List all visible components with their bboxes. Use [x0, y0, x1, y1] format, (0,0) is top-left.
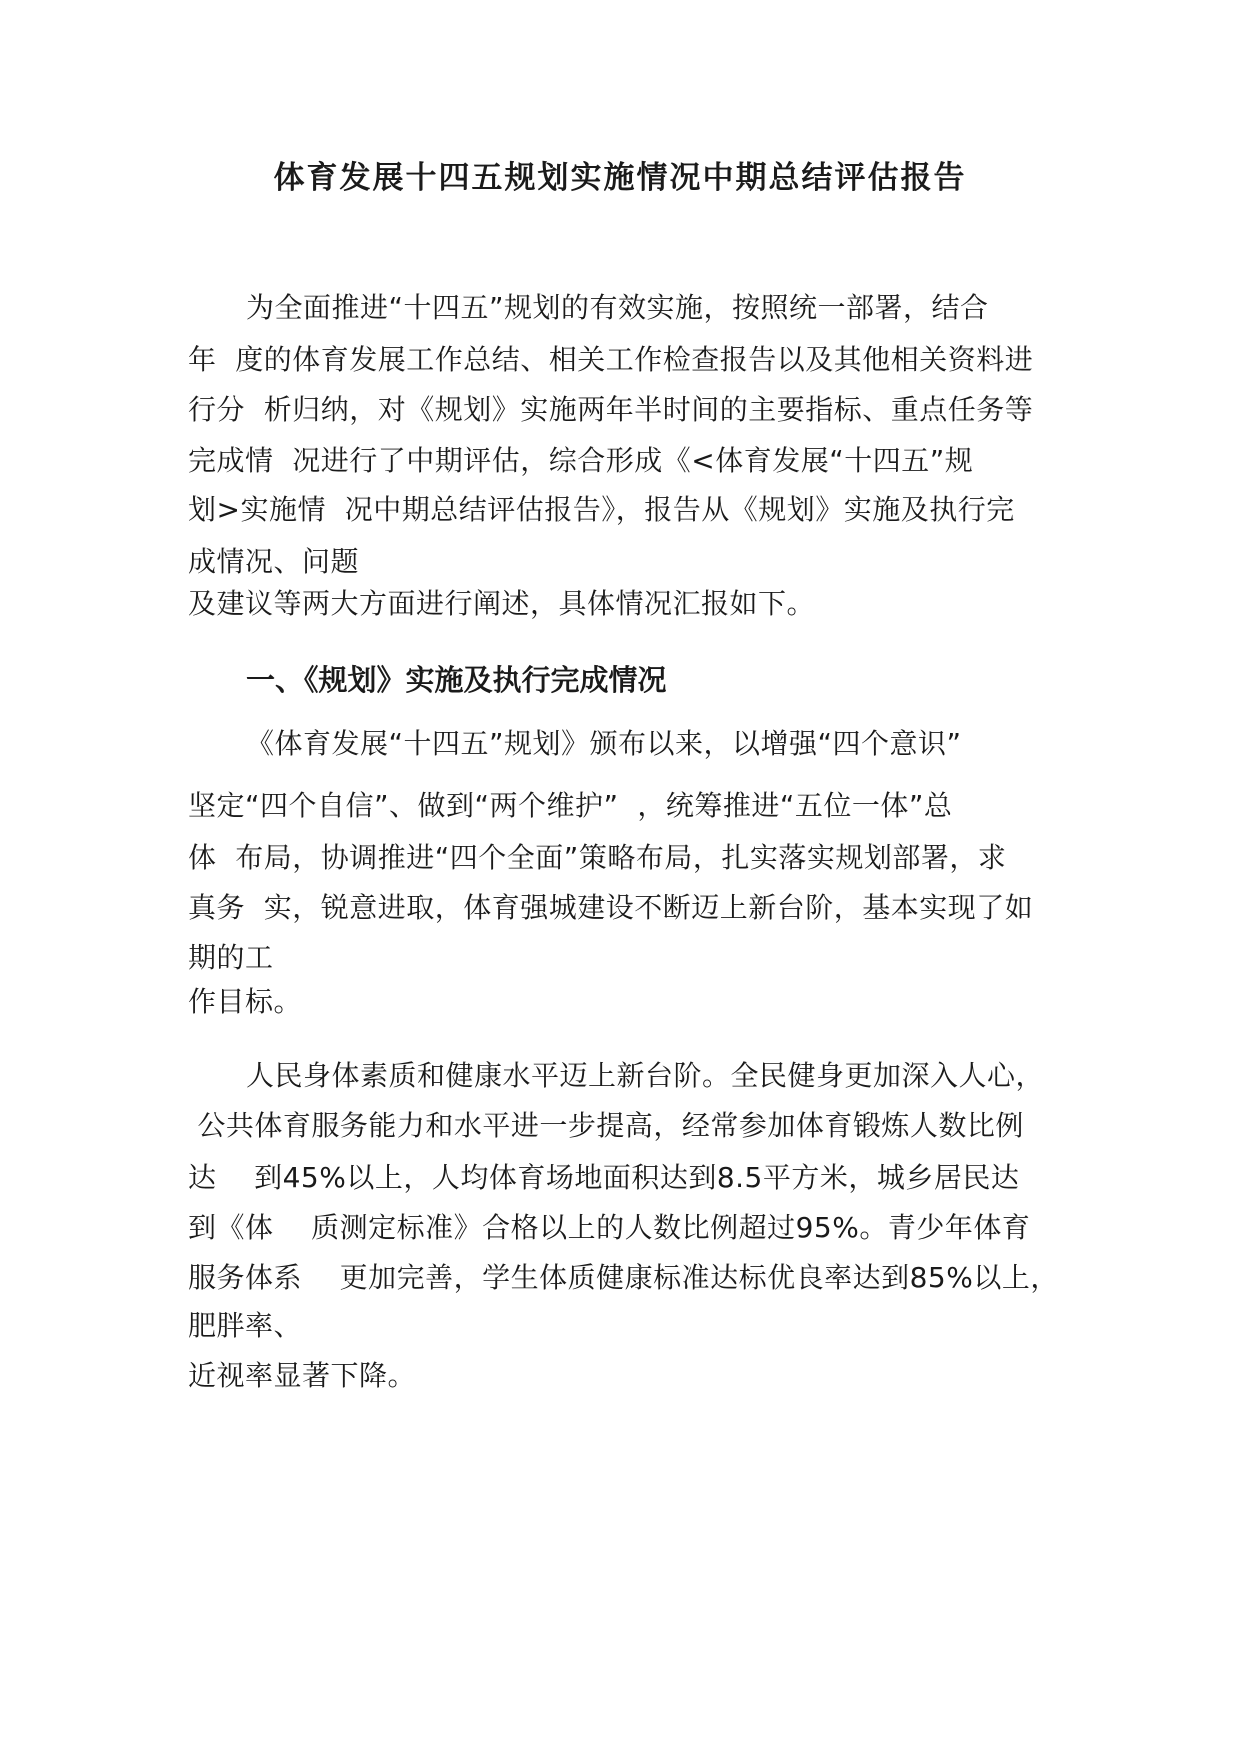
para1-line-6: 成情况、问题 — [188, 545, 360, 578]
para3-line-3: 达 到45%以上，人均体育场地面积达到8.5平方米，城乡居民达 — [188, 1161, 1020, 1194]
para3-line-4: 到《体 质测定标准》合格以上的人数比例超过95%。青少年体育 — [188, 1211, 1031, 1244]
document-title: 体育发展十四五规划实施情况中期总结评估报告 — [273, 160, 967, 196]
para2-line-6: 作目标。 — [188, 985, 303, 1018]
para3-line-2: 公共体育服务能力和水平进一步提高，经常参加体育锻炼人数比例 — [188, 1109, 1024, 1142]
para2-line-5: 期的工 — [188, 941, 274, 974]
para1-line-7: 及建议等两大方面进行阐述，具体情况汇报如下。 — [188, 587, 816, 620]
para2-line-4: 真务 实，锐意进取，体育强城建设不断迈上新台阶，基本实现了如 — [188, 891, 1034, 924]
para3-line-6: 肥胖率、 — [188, 1309, 303, 1342]
para3-line-1: 人民身体素质和健康水平迈上新台阶。全民健身更加深入人心， — [246, 1059, 1045, 1092]
para3-line-7: 近视率显著下降。 — [188, 1359, 417, 1392]
para1-line-4: 完成情 况进行了中期评估，综合形成《<体育发展“十四五”规 — [188, 444, 974, 477]
para2-line-3: 体 布局，协调推进“四个全面”策略布局，扎实落实规划部署，求 — [188, 841, 1007, 874]
para1-line-2: 年 度的体育发展工作总结、相关工作检查报告以及其他相关资料进 — [188, 343, 1034, 376]
para3-line-5: 服务体系 更加完善，学生体质健康标准达标优良率达到85%以上， — [188, 1261, 1059, 1294]
para1-line-1: 为全面推进“十四五”规划的有效实施，按照统一部署，结合 — [246, 291, 989, 324]
para1-line-5: 划>实施情 况中期总结评估报告》，报告从《规划》实施及执行完 — [188, 493, 1015, 526]
para1-line-3: 行分 析归纳，对《规划》实施两年半时间的主要指标、重点任务等 — [188, 393, 1034, 426]
section-heading-1: 一、《规划》实施及执行完成情况 — [246, 663, 667, 697]
para2-line-2: 坚定“四个自信”、做到“两个维护” ，统筹推进“五位一体”总 — [188, 789, 953, 822]
para2-line-1: 《体育发展“十四五”规划》颁布以来，以增强“四个意识” — [246, 727, 962, 760]
